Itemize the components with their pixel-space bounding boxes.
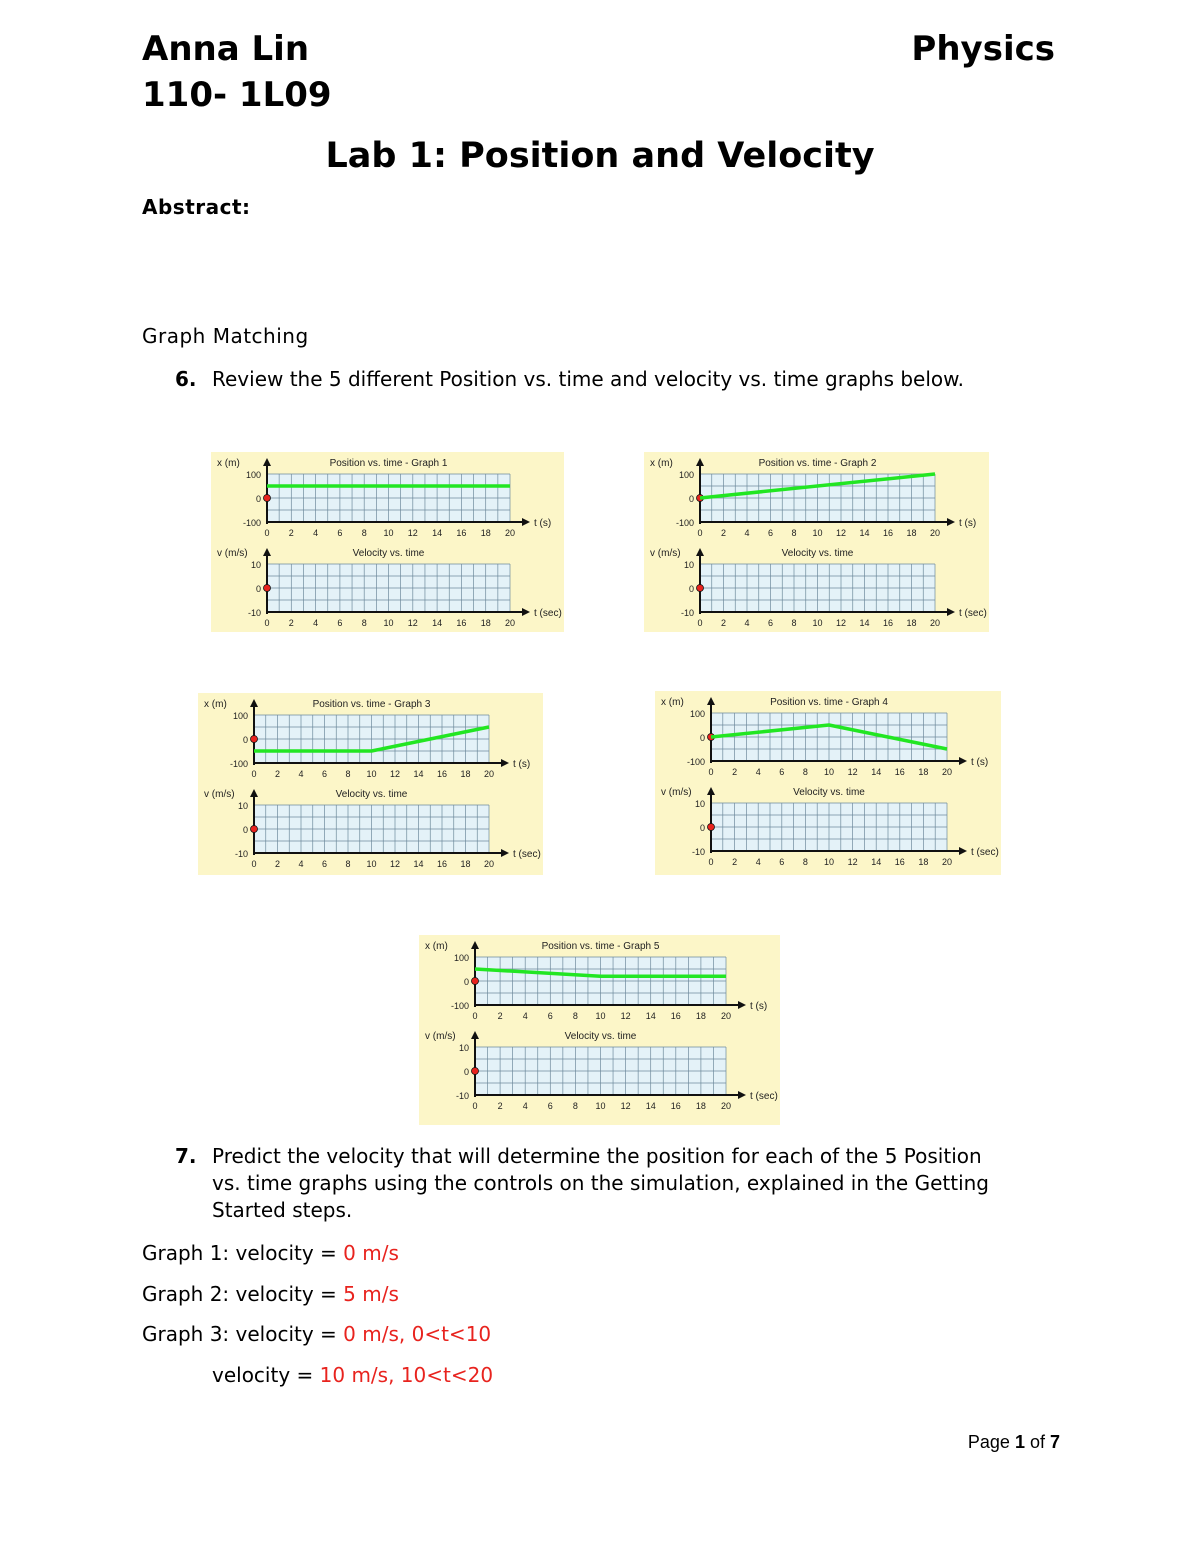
- velocity-t-arrow: [738, 1091, 746, 1099]
- velocity-t-tick: 16: [436, 859, 448, 869]
- velocity-origin-dot: [264, 585, 271, 592]
- velocity-axis-label: v (m/s): [661, 787, 692, 798]
- velocity-t-tick: 8: [361, 618, 367, 628]
- velocity-t-tick: 6: [779, 857, 785, 867]
- position-t-label: t (s): [513, 759, 531, 770]
- position-t-tick: 0: [264, 528, 270, 538]
- position-t-tick: 16: [456, 528, 467, 538]
- graph-3-chart: [198, 693, 543, 875]
- velocity-t-label: t (sec): [959, 608, 987, 619]
- position-t-tick: 20: [929, 528, 941, 538]
- position-t-label: t (s): [959, 518, 977, 529]
- graph-card-4: [655, 691, 1001, 875]
- velocity-t-tick: 8: [345, 859, 351, 869]
- velocity-y-tick: -10: [247, 608, 261, 618]
- velocity-y-arrow: [250, 789, 258, 797]
- answer-value: 5 m/s: [343, 1282, 399, 1306]
- page-title: Lab 1: Position and Velocity: [325, 136, 875, 176]
- velocity-t-label: t (sec): [971, 847, 999, 858]
- position-origin-dot: [264, 495, 271, 502]
- velocity-y-arrow: [263, 548, 271, 556]
- course-code: 110- 1L09: [142, 75, 332, 115]
- position-axis-label: x (m): [425, 941, 448, 952]
- velocity-t-tick: 2: [732, 857, 738, 867]
- position-t-tick: 4: [298, 769, 304, 779]
- velocity-y-tick: -10: [691, 847, 705, 857]
- velocity-t-tick: 20: [941, 857, 953, 867]
- position-t-arrow: [501, 759, 509, 767]
- velocity-y-tick: 10: [250, 560, 261, 570]
- position-t-arrow: [738, 1001, 746, 1009]
- velocity-y-tick: 0: [242, 825, 248, 835]
- position-t-tick: 16: [436, 769, 448, 779]
- position-t-tick: 4: [744, 528, 750, 538]
- position-y-tick: -100: [242, 518, 261, 528]
- position-y-arrow: [263, 458, 271, 466]
- position-t-tick: 12: [847, 767, 858, 777]
- velocity-y-tick: 0: [463, 1067, 469, 1077]
- velocity-t-tick: 18: [918, 857, 929, 867]
- position-t-tick: 0: [251, 769, 257, 779]
- position-y-tick: 100: [232, 711, 248, 721]
- position-t-tick: 6: [767, 528, 774, 538]
- velocity-t-tick: 0: [251, 859, 257, 869]
- velocity-t-tick: 4: [522, 1101, 528, 1111]
- velocity-t-tick: 2: [288, 618, 294, 628]
- position-t-tick: 2: [720, 528, 727, 538]
- velocity-origin-dot: [708, 824, 715, 831]
- velocity-t-tick: 2: [497, 1101, 503, 1111]
- velocity-t-tick: 10: [823, 857, 835, 867]
- position-axis-label: x (m): [661, 697, 684, 708]
- position-t-tick: 16: [670, 1011, 681, 1021]
- velocity-t-tick: 8: [802, 857, 808, 867]
- velocity-t-tick: 0: [472, 1101, 478, 1111]
- position-y-tick: -100: [675, 518, 694, 528]
- velocity-y-tick: 10: [458, 1043, 469, 1053]
- position-t-tick: 12: [389, 769, 401, 779]
- velocity-title: Velocity vs. time: [793, 787, 865, 798]
- position-t-tick: 20: [720, 1011, 732, 1021]
- velocity-t-tick: 20: [929, 618, 941, 628]
- position-y-tick: 0: [242, 735, 248, 745]
- velocity-t-tick: 18: [906, 618, 917, 628]
- position-t-tick: 18: [480, 528, 491, 538]
- position-y-arrow: [696, 458, 704, 466]
- position-t-tick: 16: [882, 528, 894, 538]
- position-t-arrow: [947, 518, 955, 526]
- velocity-t-tick: 6: [321, 859, 328, 869]
- q7-line-2: vs. time graphs using the controls on the simulation, explained in the Getting: [212, 1171, 989, 1195]
- velocity-t-tick: 12: [835, 618, 847, 628]
- position-t-tick: 10: [812, 528, 823, 538]
- velocity-t-tick: 16: [882, 618, 894, 628]
- velocity-t-arrow: [959, 847, 967, 855]
- position-title: Position vs. time - Graph 5: [541, 941, 660, 952]
- of-word: of: [1024, 1432, 1050, 1452]
- velocity-t-tick: 6: [547, 1101, 553, 1111]
- velocity-t-label: t (sec): [750, 1091, 778, 1102]
- velocity-t-tick: 10: [383, 618, 394, 628]
- position-t-tick: 2: [732, 767, 738, 777]
- author-name: Anna Lin: [142, 29, 310, 69]
- position-y-tick: -100: [229, 759, 248, 769]
- position-origin-dot: [472, 978, 479, 985]
- velocity-axis-label: v (m/s): [650, 548, 681, 559]
- velocity-y-tick: 0: [255, 584, 261, 594]
- velocity-t-tick: 10: [366, 859, 377, 869]
- position-t-tick: 18: [906, 528, 917, 538]
- velocity-t-tick: 20: [720, 1101, 732, 1111]
- position-t-tick: 18: [695, 1011, 706, 1021]
- answer-label: velocity =: [212, 1363, 320, 1387]
- position-t-arrow: [522, 518, 530, 526]
- position-t-arrow: [959, 757, 967, 765]
- velocity-y-arrow: [696, 548, 704, 556]
- velocity-axis-label: v (m/s): [217, 548, 248, 559]
- velocity-t-tick: 0: [264, 618, 270, 628]
- page-footer: [968, 1432, 1060, 1453]
- velocity-title: Velocity vs. time: [352, 548, 425, 559]
- position-t-tick: 12: [407, 528, 418, 538]
- velocity-y-tick: 0: [699, 823, 705, 833]
- graph-5-chart: [419, 935, 780, 1125]
- velocity-t-tick: 18: [695, 1101, 706, 1111]
- velocity-t-tick: 18: [480, 618, 491, 628]
- velocity-t-tick: 6: [767, 618, 774, 628]
- velocity-t-tick: 14: [859, 618, 870, 628]
- position-y-tick: 0: [463, 977, 469, 987]
- velocity-y-arrow: [471, 1031, 479, 1039]
- position-t-tick: 0: [472, 1011, 478, 1021]
- position-t-tick: 10: [366, 769, 377, 779]
- velocity-axis-label: v (m/s): [204, 789, 235, 800]
- position-y-tick: 0: [255, 494, 261, 504]
- velocity-t-tick: 16: [670, 1101, 681, 1111]
- velocity-y-tick: -10: [680, 608, 694, 618]
- q7-line-1: Predict the velocity that will determine the position for each of the 5 Position: [212, 1144, 982, 1168]
- velocity-origin-dot: [697, 585, 704, 592]
- position-t-tick: 12: [835, 528, 847, 538]
- position-origin-dot: [251, 736, 258, 743]
- position-t-tick: 20: [483, 769, 495, 779]
- velocity-t-tick: 2: [274, 859, 281, 869]
- position-y-arrow: [250, 699, 258, 707]
- position-t-tick: 6: [779, 767, 785, 777]
- position-axis-label: x (m): [217, 458, 240, 469]
- position-t-tick: 6: [547, 1011, 553, 1021]
- velocity-y-tick: 10: [683, 560, 694, 570]
- position-t-tick: 2: [274, 769, 281, 779]
- position-title: Position vs. time - Graph 3: [312, 699, 431, 710]
- position-t-tick: 8: [802, 767, 808, 777]
- velocity-t-tick: 14: [432, 618, 443, 628]
- velocity-t-tick: 6: [337, 618, 343, 628]
- position-t-tick: 4: [313, 528, 319, 538]
- position-t-tick: 6: [337, 528, 343, 538]
- position-title: Position vs. time - Graph 1: [329, 458, 448, 469]
- position-y-tick: -100: [686, 757, 705, 767]
- position-t-tick: 12: [620, 1011, 631, 1021]
- velocity-y-tick: 0: [688, 584, 694, 594]
- velocity-t-tick: 4: [755, 857, 761, 867]
- position-t-tick: 14: [859, 528, 870, 538]
- graph-card-1: [211, 452, 564, 632]
- graph-2-chart: [644, 452, 989, 632]
- velocity-t-tick: 4: [313, 618, 319, 628]
- answer-graph-2: [142, 1281, 399, 1308]
- question-6-text: Review the 5 different Position vs. time and velocity vs. time graphs below.: [212, 367, 965, 391]
- subject: Physics: [911, 29, 1055, 69]
- position-t-tick: 14: [432, 528, 443, 538]
- graph-card-2: [644, 452, 989, 632]
- velocity-t-tick: 10: [595, 1101, 606, 1111]
- velocity-t-tick: 12: [620, 1101, 631, 1111]
- position-y-tick: 100: [678, 470, 694, 480]
- position-y-tick: 0: [688, 494, 694, 504]
- velocity-t-tick: 16: [894, 857, 905, 867]
- velocity-title: Velocity vs. time: [781, 548, 854, 559]
- velocity-t-tick: 8: [572, 1101, 578, 1111]
- velocity-t-tick: 0: [708, 857, 714, 867]
- velocity-t-tick: 4: [744, 618, 750, 628]
- velocity-title: Velocity vs. time: [564, 1031, 637, 1042]
- position-y-tick: 0: [699, 733, 705, 743]
- position-t-tick: 8: [361, 528, 367, 538]
- page-word: Page: [967, 1432, 1015, 1452]
- velocity-t-tick: 12: [389, 859, 401, 869]
- velocity-origin-dot: [472, 1068, 479, 1075]
- graph-1-chart: [211, 452, 564, 632]
- velocity-y-arrow: [707, 787, 715, 795]
- velocity-title: Velocity vs. time: [335, 789, 408, 800]
- answer-graph-3a: [142, 1321, 491, 1348]
- velocity-origin-dot: [251, 826, 258, 833]
- velocity-t-arrow: [522, 608, 530, 616]
- question-6-number: [175, 366, 197, 393]
- position-y-arrow: [471, 941, 479, 949]
- velocity-t-tick: 2: [720, 618, 727, 628]
- position-t-tick: 18: [918, 767, 929, 777]
- position-y-tick: -100: [450, 1001, 469, 1011]
- position-t-tick: 14: [871, 767, 882, 777]
- velocity-t-tick: 14: [645, 1101, 656, 1111]
- position-t-tick: 8: [572, 1011, 578, 1021]
- velocity-t-tick: 4: [298, 859, 304, 869]
- answer-label: Graph 3: velocity =: [142, 1322, 344, 1346]
- position-axis-label: x (m): [650, 458, 673, 469]
- velocity-t-label: t (sec): [534, 608, 562, 619]
- velocity-t-arrow: [501, 849, 509, 857]
- velocity-y-tick: 10: [694, 799, 705, 809]
- position-t-tick: 4: [755, 767, 761, 777]
- q7-number: 7.: [175, 1144, 197, 1168]
- position-t-tick: 14: [645, 1011, 656, 1021]
- graph-4-chart: [655, 691, 1001, 875]
- answer-value: 10 m/s, 10<t<20: [319, 1363, 494, 1387]
- velocity-t-tick: 14: [413, 859, 424, 869]
- position-t-tick: 0: [697, 528, 703, 538]
- position-t-tick: 10: [595, 1011, 606, 1021]
- answer-value: 0 m/s, 0<t<10: [343, 1322, 492, 1346]
- position-t-tick: 16: [894, 767, 905, 777]
- position-t-tick: 6: [321, 769, 328, 779]
- velocity-t-tick: 16: [456, 618, 467, 628]
- question-7-text: [212, 1143, 989, 1224]
- q6-number: 6.: [175, 367, 197, 391]
- velocity-y-tick: -10: [455, 1091, 469, 1101]
- position-t-tick: 18: [460, 769, 471, 779]
- velocity-t-tick: 14: [871, 857, 882, 867]
- position-y-tick: 100: [453, 953, 469, 963]
- page-total: 7: [1049, 1432, 1060, 1452]
- position-t-tick: 0: [708, 767, 714, 777]
- position-t-tick: 10: [823, 767, 835, 777]
- q7-line-3: Started steps.: [212, 1198, 353, 1222]
- question-7-number: [175, 1143, 197, 1170]
- velocity-axis-label: v (m/s): [425, 1031, 456, 1042]
- position-t-tick: 2: [497, 1011, 503, 1021]
- answer-label: Graph 2: velocity =: [142, 1282, 344, 1306]
- position-t-label: t (s): [971, 757, 989, 768]
- position-t-label: t (s): [750, 1001, 768, 1012]
- velocity-y-tick: -10: [234, 849, 248, 859]
- velocity-t-tick: 10: [812, 618, 823, 628]
- velocity-t-tick: 12: [847, 857, 858, 867]
- velocity-t-label: t (sec): [513, 849, 541, 860]
- answer-graph-1: [142, 1240, 399, 1267]
- answer-value: 0 m/s: [343, 1241, 399, 1265]
- position-t-tick: 20: [941, 767, 953, 777]
- graph-card-5: [419, 935, 780, 1125]
- velocity-t-tick: 20: [504, 618, 516, 628]
- position-t-tick: 8: [791, 528, 797, 538]
- position-t-tick: 2: [288, 528, 294, 538]
- position-y-tick: 100: [245, 470, 261, 480]
- position-t-tick: 8: [345, 769, 351, 779]
- velocity-t-tick: 0: [697, 618, 703, 628]
- section-heading: Graph Matching: [142, 324, 309, 348]
- page-number: 1: [1014, 1432, 1025, 1452]
- position-t-label: t (s): [534, 518, 552, 529]
- position-t-tick: 10: [383, 528, 394, 538]
- position-y-arrow: [707, 697, 715, 705]
- velocity-t-tick: 18: [460, 859, 471, 869]
- position-t-tick: 14: [413, 769, 424, 779]
- velocity-t-tick: 20: [483, 859, 495, 869]
- position-axis-label: x (m): [204, 699, 227, 710]
- position-t-tick: 20: [504, 528, 516, 538]
- position-y-tick: 100: [689, 709, 705, 719]
- velocity-t-tick: 12: [407, 618, 418, 628]
- velocity-t-arrow: [947, 608, 955, 616]
- velocity-y-tick: 10: [237, 801, 248, 811]
- position-t-tick: 4: [522, 1011, 528, 1021]
- position-title: Position vs. time - Graph 2: [758, 458, 877, 469]
- position-title: Position vs. time - Graph 4: [770, 697, 888, 708]
- velocity-t-tick: 8: [791, 618, 797, 628]
- answer-label: Graph 1: velocity =: [142, 1241, 344, 1265]
- graph-card-3: [198, 693, 543, 875]
- abstract-label: Abstract:: [142, 195, 251, 219]
- answer-graph-3b: [212, 1362, 493, 1389]
